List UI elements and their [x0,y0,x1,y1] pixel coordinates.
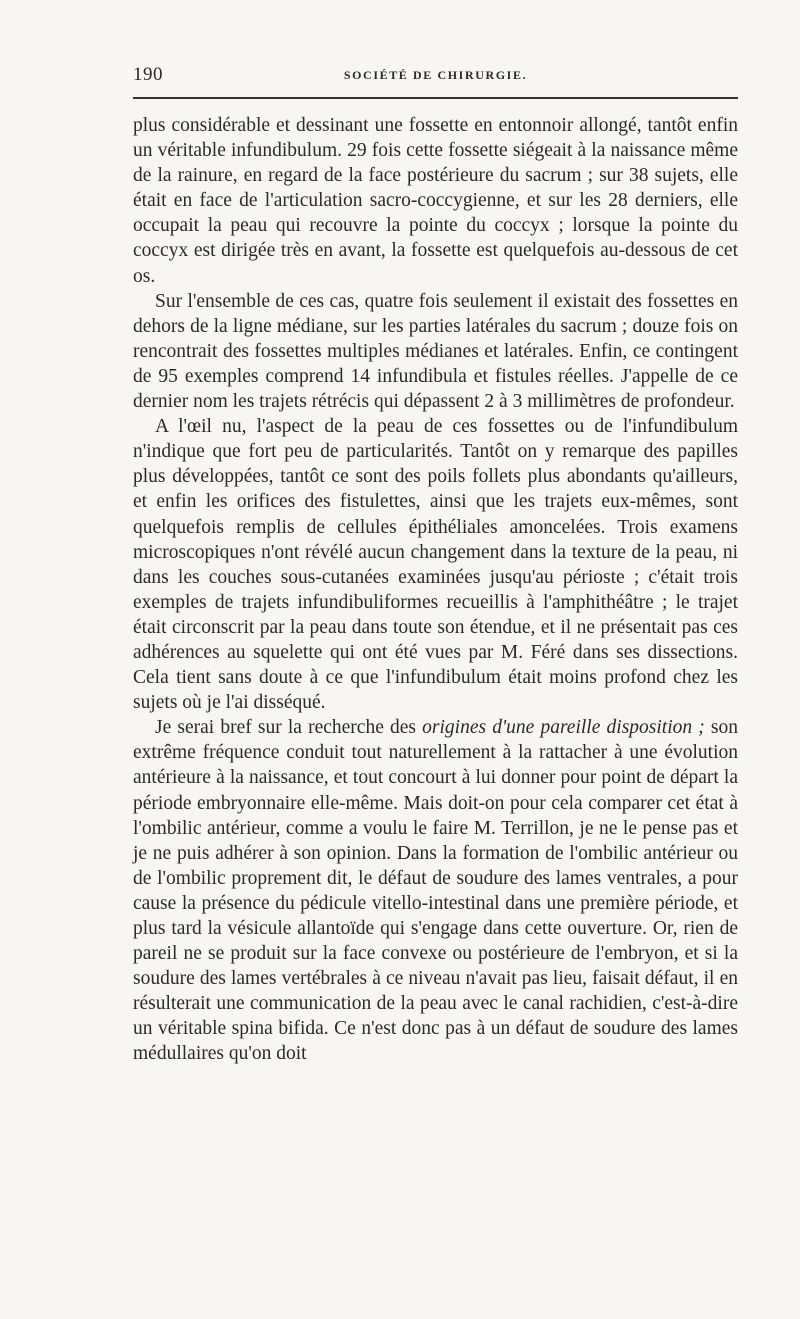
header-rule [133,97,738,99]
paragraph-4-italic: origines d'une pareille disposition ; [422,717,705,739]
paragraph-1: plus considérable et dessinant une fossette en entonnoir allongé, tantôt enfin un véritable infundibulum. 29 fois cette fossette siégeait à la naissance même de la rainure, en regard de la face postérieure du sacrum ; sur 38 sujets, elle était en face de l'articulation sacro-coccygienne, et sur les 28 derniers, elle occupait la peau qui recouvre la pointe du coccyx ; lorsque la pointe du coccyx est dirigée très en avant, la fossette est quelquefois au-dessous de cet os. [133,115,738,287]
paragraph-4 [133,715,738,1066]
page-header [133,64,738,94]
page-number: 190 [133,64,163,85]
paragraph-4-rest: son extrême fréquence conduit tout naturellement à la rattacher à une évolution antérieure à la naissance, et tout concourt à lui donner pour point de départ la période embryonnaire elle-même. Mais doit-on pour cela comparer cet état à l'ombilic antérieur, comme a voulu le faire M. Terrillon, je ne le pense pas et je ne puis adhérer à son opinion. Dans la formation de l'ombilic antérieur ou de l'ombilic proprement dit, le défaut de soudure des lames ventrales, a pour cause la présence du pédicule vitello-intestinal dans une première période, et plus tard la vésicule allantoïde qui s'engage dans cette ouverture. Or, rien de pareil ne se produit sur la face convexe ou postérieure de l'embryon, et si la soudure des lames vertébrales à ce niveau n'avait pas lieu, faisait défaut, il en résulterait une communication de la peau avec le canal rachidien, c'est-à-dire un véritable spina bifida. Ce n'est donc pas à un défaut de soudure des lames médullaires qu'on doit [133,717,739,1065]
paragraph-4-start: Je serai bref sur la recherche des [155,717,423,739]
paragraph-2: Sur l'ensemble de ces cas, quatre fois seulement il existait des fossettes en dehors de la ligne médiane, sur les parties latérales du sacrum ; douze fois on rencontrait des fossettes multiples médianes et latérales. Enfin, ce contingent de 95 exemples comprend 14 infundibula et fistules réelles. J'appelle de ce dernier nom les trajets rétrécis qui dépassent 2 à 3 millimètres de profondeur. [133,290,738,413]
running-head: SOCIÉTÉ DE CHIRURGIE. [343,68,528,82]
paragraph-3: A l'œil nu, l'aspect de la peau de ces fossettes ou de l'infundibulum n'indique que fort peu de particularités. Tantôt on y remarque des papilles plus développées, tantôt ce sont des poils follets plus abondants qu'ailleurs, et enfin les orifices des fistulettes, ainsi que les trajets eux-mêmes, sont quelquefois remplis de cellules épithéliales amoncelées. Trois examens microscopiques n'ont révélé aucun changement dans la texture de la peau, ni dans les couches sous-cutanées examinées jusqu'au périoste ; c'était trois exemples de trajets infundibuliformes recueillis à l'amphithéâtre ; le trajet était circonscrit par la peau dans toute son étendue, et il ne présentait pas ces adhérences au squelette qui ont été vues par M. Féré dans ses dissections. Cela tient sans doute à ce que l'infundibulum était moins profond chez les sujets où je l'ai disséqué. [133,416,738,714]
body-text [133,113,738,1067]
